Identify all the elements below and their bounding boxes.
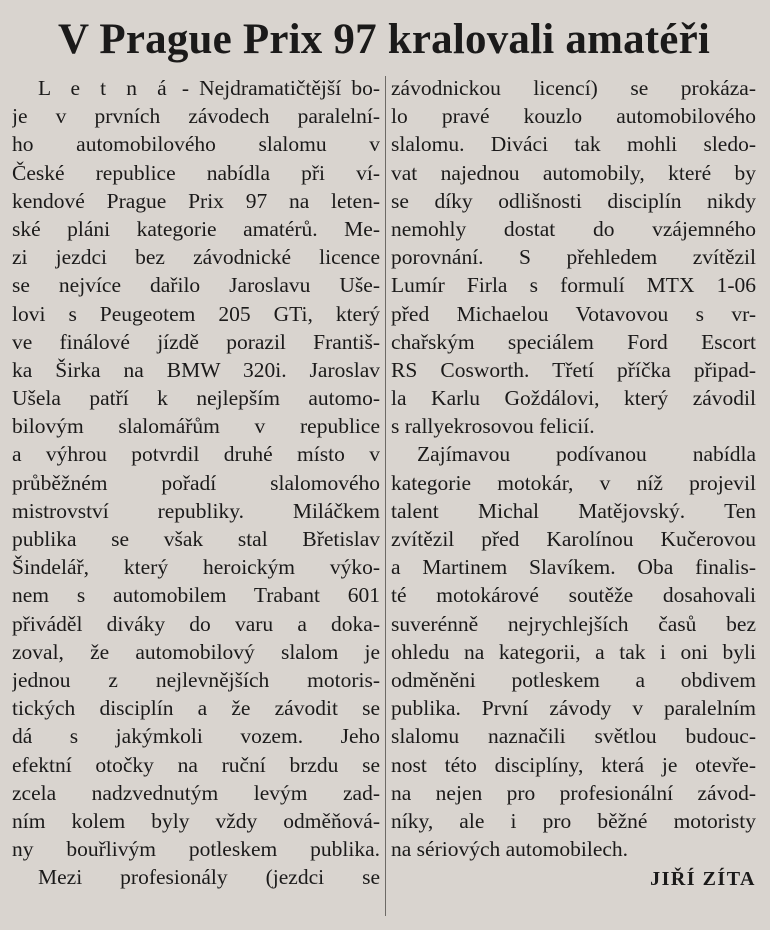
text-line: kategorie motokár, v níž projevil	[391, 470, 756, 495]
text-line: a výhrou potvrdil druhé místo v	[12, 442, 380, 467]
text-line: tických disciplín a že závodit se	[12, 696, 380, 721]
dateline: L e t n á	[38, 76, 172, 100]
text-line: Ušela patří k nejlepším automo-	[12, 386, 380, 411]
text-line: přiváděl diváky do varu a doka-	[12, 611, 380, 636]
text-line: ka Širka na BMW 320i. Jaroslav	[12, 357, 380, 382]
text-line: chařským speciálem Ford Escort	[391, 329, 756, 354]
text-line: ve finálové jízdě porazil Františ-	[12, 329, 380, 354]
text-line: ho automobilového slalomu v	[12, 132, 380, 157]
text-line: jednou z nejlevnějších motoris-	[12, 667, 380, 692]
text-line: s rallyekrosovou felicií.	[391, 414, 595, 439]
text-line: té motokárové soutěže dosahovali	[391, 583, 756, 608]
text-line: efektní otočky na ruční brzdu se	[12, 752, 380, 777]
text-line: na sériových automobilech.	[391, 837, 629, 862]
text-line: ním kolem byly vždy odměňová-	[12, 808, 380, 833]
text-line	[12, 74, 380, 102]
text-line: nost této disciplíny, která je otevře-	[391, 752, 756, 777]
text-line: lovi s Peugeotem 205 GTi, který	[12, 301, 380, 326]
text-line: talent Michal Matějovský. Ten	[391, 498, 756, 523]
text-line: suverénně nejrychlejších časů bez	[391, 611, 756, 636]
left-column	[12, 74, 380, 916]
text-line: Šindelář, který heroickým výko-	[12, 555, 380, 580]
text-line: lo pravé kouzlo automobilového	[391, 104, 756, 129]
text-line: zoval, že automobilový slalom je	[12, 639, 380, 664]
text-line: Zajímavou podívanou nabídla	[417, 442, 756, 467]
dateline-continuation: - Nejdramatičtější bo-	[171, 76, 380, 100]
text-line: nemohly dostat do vzájemného	[391, 216, 756, 241]
text-line: ské pláni kategorie amatérů. Me-	[12, 216, 380, 241]
text-line: zvítězil před Karolínou Kučerovou	[391, 527, 756, 551]
headline: V Prague Prix 97 kralovali amatéři	[57, 16, 711, 63]
text-line: je v prvních závodech paralelní-	[12, 104, 380, 129]
text-line: publika. První závody v paralelním	[391, 696, 756, 721]
text-line: před Michaelou Votavovou s vr-	[391, 301, 756, 326]
text-line: ny bouřlivým potleskem publika.	[12, 837, 380, 862]
text-line: závodnickou licencí) se prokáza-	[391, 76, 756, 100]
text-line: slalomu naznačili světlou budouc-	[391, 724, 756, 749]
text-line: ohledu na kategorii, a tak i oni byli	[391, 639, 756, 664]
text-line: dá s jakýmkoli vozem. Jeho	[12, 724, 380, 749]
text-line: kendové Prague Prix 97 na leten-	[12, 188, 380, 213]
text-line: Lumír Firla s formulí MTX 1-06	[391, 273, 756, 298]
byline: JIŘÍ ZÍTA	[650, 868, 756, 891]
text-line: la Karlu Goždálovi, který závodil	[391, 386, 756, 411]
text-line: slalomu. Diváci tak mohli sledo-	[391, 132, 756, 157]
text-line: nem s automobilem Trabant 601	[12, 583, 380, 608]
text-line: České republice nabídla při ví-	[12, 160, 380, 185]
text-line: RS Cosworth. Třetí příčka připad-	[391, 357, 756, 382]
text-line: se nejvíce dařilo Jaroslavu Uše-	[12, 273, 380, 298]
text-line: zcela nadzvednutým levým zad-	[12, 780, 380, 805]
text-line: průběžném pořadí slalomového	[12, 470, 380, 495]
text-line: vat najednou automobily, které by	[391, 160, 756, 185]
right-column	[391, 74, 756, 916]
article-columns	[12, 74, 756, 916]
text-line: mistrovství republiky. Miláčkem	[12, 498, 380, 523]
text-line: Mezi profesionály (jezdci se	[38, 865, 380, 890]
text-line: bilovým slalomářům v republice	[12, 414, 380, 439]
text-line: se díky odlišnosti disciplín nikdy	[391, 188, 756, 213]
text-line: zi jezdci bez závodnické licence	[12, 245, 380, 270]
text-line: porovnání. S přehledem zvítězil	[391, 245, 756, 270]
column-divider	[385, 76, 386, 916]
text-line: a Martinem Slavíkem. Oba finalis-	[391, 555, 756, 580]
text-line: publika se však stal Břetislav	[12, 527, 380, 551]
text-line: odměněni potleskem a obdivem	[391, 667, 756, 692]
text-line: na nejen pro profesionální závod-	[391, 780, 756, 805]
text-line: níky, ale i pro běžné motoristy	[391, 808, 756, 833]
